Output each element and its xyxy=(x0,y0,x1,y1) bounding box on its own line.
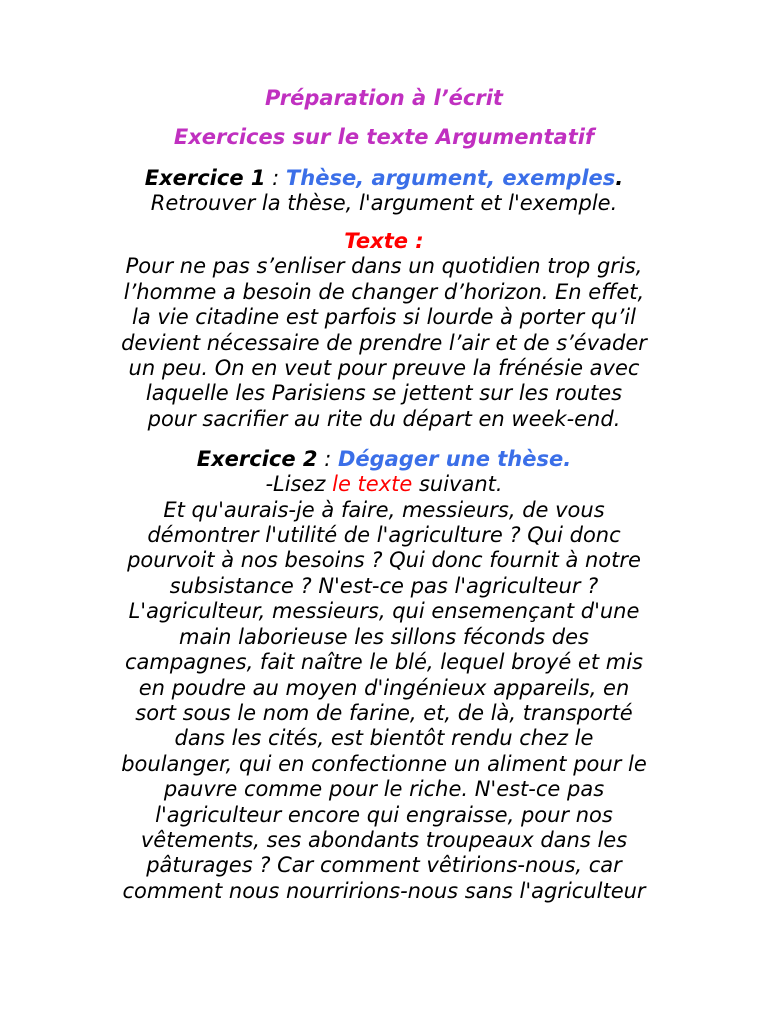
exercise-2 xyxy=(0,446,768,904)
text-line: pauvre comme pour le riche. N'est-ce pas xyxy=(163,777,605,802)
text-line: Et qu'aurais-je à faire, messieurs, de vous xyxy=(163,497,605,522)
text-line: subsistance ? N'est-ce pas l'agriculteur ? xyxy=(169,573,599,598)
exercise-2-topic: Dégager une thèse. xyxy=(337,447,572,472)
exercise-1-end: . xyxy=(615,166,624,190)
exercise-1-heading xyxy=(0,165,768,191)
text-line: vêtements, ses abondants troupeaux dans les xyxy=(140,827,628,852)
text-line: pourvoit à nos besoins ? Qui donc fournit à notre xyxy=(127,548,641,573)
exercise-2-separator: : xyxy=(317,447,338,472)
exercise-1-separator: : xyxy=(265,166,286,190)
text-line: l'agriculteur encore qui engraisse, pour nos xyxy=(155,802,613,827)
exercise-1-topic: Thèse, argument, exemples xyxy=(285,166,616,190)
text-line: pour sacrifier au rite du départ en week-end. xyxy=(147,406,621,431)
exercise-2-text xyxy=(0,498,768,905)
text-line: en poudre au moyen d'ingénieux appareils, en xyxy=(138,675,630,700)
instruction-highlight: le texte xyxy=(332,472,413,497)
text-line: boulanger, qui en confectionne un aliment pour le xyxy=(121,751,647,776)
instruction-suffix: suivant. xyxy=(412,472,503,497)
text-line: comment nous nourririons-nous sans l'agriculteur xyxy=(122,878,646,903)
exercise-1-instruction: Retrouver la thèse, l'argument et l'exemple. xyxy=(150,191,618,215)
text-line: laquelle les Parisiens se jettent sur les routes xyxy=(145,381,623,406)
text-line: sort sous le nom de farine, et, de là, transporté xyxy=(135,700,633,725)
exercise-2-label: Exercice 2 xyxy=(196,447,318,472)
text-line: L'agriculteur, messieurs, qui ensemençant d'une xyxy=(128,599,640,624)
exercise-1-label: Exercice 1 xyxy=(144,166,266,190)
exercise-2-instruction xyxy=(0,472,768,497)
text-line: pâturages ? Car comment vêtirions-nous, car xyxy=(146,853,622,878)
document-subtitle: Exercices sur le texte Argumentatif xyxy=(173,125,595,149)
text-line: un peu. On en veut pour preuve la frénésie avec xyxy=(128,356,640,381)
document-title: Préparation à l’écrit xyxy=(265,86,503,110)
text-line: devient nécessaire de prendre l’air et de s’évader xyxy=(121,330,647,355)
exercise-1 xyxy=(0,165,768,432)
text-label: Texte : xyxy=(344,229,424,254)
text-line: la vie citadine est parfois si lourde à porter qu’il xyxy=(132,305,636,330)
text-line: Pour ne pas s’enliser dans un quotidien trop gris, xyxy=(125,254,643,279)
exercise-1-text xyxy=(0,254,768,432)
instruction-prefix: -Lisez xyxy=(265,472,333,497)
exercise-2-heading xyxy=(0,446,768,472)
text-line: l’homme a besoin de changer d’horizon. En effet, xyxy=(123,279,645,304)
text-line: main laborieuse les sillons féconds des xyxy=(178,624,589,649)
text-line: dans les cités, est bientôt rendu chez le xyxy=(174,726,594,751)
text-line: campagnes, fait naître le blé, lequel broyé et mis xyxy=(125,650,643,675)
text-line: démontrer l'utilité de l'agriculture ? Qui donc xyxy=(147,523,621,548)
